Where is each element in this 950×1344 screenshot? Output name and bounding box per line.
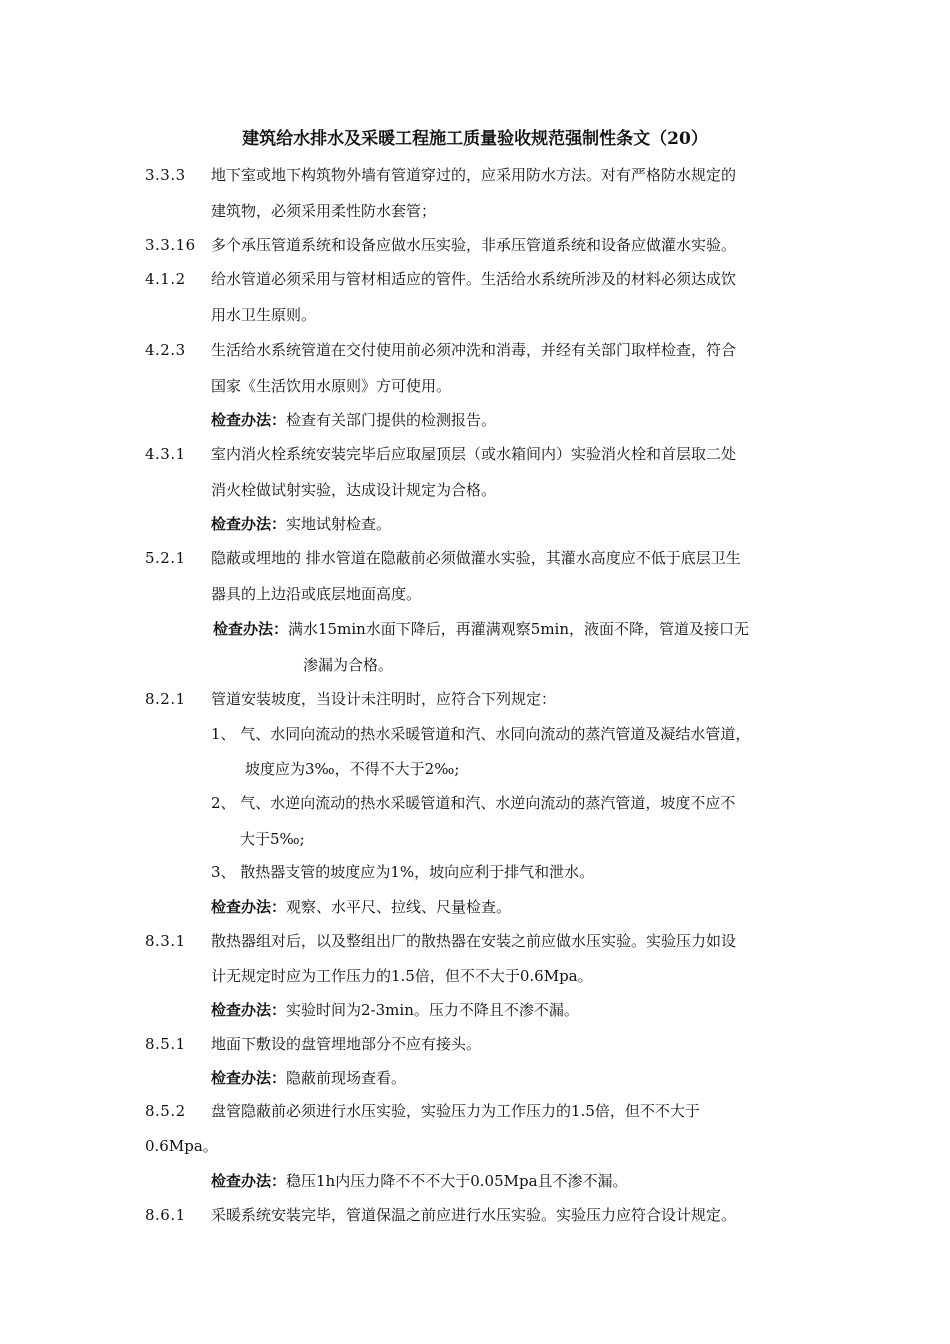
- clause-text: 计无规定时应为工作压力的1.5倍，但不不大于0.6Mpa。: [211, 967, 593, 985]
- sub-item-continuation: 大于5‰;: [240, 830, 305, 848]
- check-method-continuation: 渗漏为合格。: [303, 656, 394, 674]
- clause-text: 国家《生活饮用水原则》方可使用。: [211, 377, 452, 395]
- clause-text: 用水卫生原则。: [211, 306, 317, 324]
- document-title: 建筑给水排水及采暖工程施工质量验收规范强制性条文（20）: [242, 129, 708, 149]
- sub-item-continuation: 坡度应为3‰，不得不大于2‰;: [245, 760, 460, 778]
- clause-text: 室内消火栓系统安装完毕后应取屋顶层（或水箱间内）实验消火栓和首层取二处: [211, 445, 737, 463]
- check-method-label: 检查办法：: [211, 515, 287, 533]
- check-method: [211, 514, 391, 534]
- check-method-label: 检查办法：: [211, 1172, 287, 1190]
- clause-number: 4.1.2: [145, 270, 186, 288]
- check-method: [211, 1068, 406, 1088]
- clause-number: 8.6.1: [145, 1206, 186, 1224]
- clause-number: 8.2.1: [145, 690, 186, 708]
- clause-text: 给水管道必须采用与管材相适应的管件。生活给水系统所涉及的材料必须达成饮: [211, 270, 737, 288]
- clause-text: 多个承压管道系统和设备应做水压实验，非承压管道系统和设备应做灌水实验。: [211, 236, 737, 254]
- check-method: [211, 410, 496, 430]
- check-method: [211, 1171, 628, 1191]
- sub-item: 3、 散热器支管的坡度应为1%，坡向应利于排气和泄水。: [211, 863, 595, 881]
- check-method: [213, 619, 749, 639]
- check-method-text: 稳压1h内压力降不不不大于0.05Mpa且不渗不漏。: [286, 1172, 628, 1190]
- check-method-text: 满水15min水面下降后，再灌满观察5min，液面不降，管道及接口无: [288, 620, 750, 638]
- clause-text: 地下室或地下构筑物外墙有管道穿过的，应采用防水方法。对有严格防水规定的: [211, 166, 737, 184]
- check-method-text: 隐蔽前现场查看。: [286, 1069, 407, 1087]
- clause-number: 8.5.2: [145, 1102, 186, 1120]
- check-method-label: 检查办法：: [211, 1069, 287, 1087]
- clause-text: 采暖系统安装完毕，管道保温之前应进行水压实验。实验压力应符合设计规定。: [211, 1206, 737, 1224]
- check-method-label: 检查办法：: [213, 620, 289, 638]
- sub-item: 1、 气、水同向流动的热水采暖管道和汽、水同向流动的蒸汽管道及凝结水管道，: [211, 725, 751, 743]
- check-method-label: 检查办法：: [211, 1001, 287, 1019]
- sub-item: 2、 气、水逆向流动的热水采暖管道和汽、水逆向流动的蒸汽管道，坡度不应不: [211, 794, 736, 812]
- clause-text: 建筑物，必须采用柔性防水套管；: [211, 202, 437, 220]
- clause-number: 4.2.3: [145, 341, 186, 359]
- clause-number: 5.2.1: [145, 549, 186, 567]
- check-method-text: 实验时间为2-3min。压力不降且不渗不漏。: [286, 1001, 579, 1019]
- check-method-text: 观察、水平尺、拉线、尺量检查。: [286, 898, 512, 916]
- clause-text: 生活给水系统管道在交付使用前必须冲洗和消毒，并经有关部门取样检查，符合: [211, 341, 737, 359]
- clause-text: 管道安装坡度，当设计未注明时，应符合下列规定：: [211, 690, 557, 708]
- check-method-label: 检查办法：: [211, 411, 287, 429]
- clause-text: 消火栓做试射实验，达成设计规定为合格。: [211, 481, 497, 499]
- clause-text: 地面下敷设的盘管埋地部分不应有接头。: [211, 1035, 482, 1053]
- check-method: [211, 897, 511, 917]
- clause-number: 3.3.16: [145, 236, 196, 254]
- clause-number: 8.3.1: [145, 932, 186, 950]
- clause-text: 器具的上边沿或底层地面高度。: [211, 585, 422, 603]
- clause-text: 隐蔽或埋地的 排水管道在隐蔽前必须做灌水实验，其灌水高度应不低于底层卫生: [211, 549, 741, 567]
- clause-text: 散热器组对后，以及整组出厂的散热器在安装之前应做水压实验。实验压力如设: [211, 932, 737, 950]
- clause-text-continuation: 0.6Mpa。: [145, 1137, 218, 1155]
- check-method-label: 检查办法：: [211, 898, 287, 916]
- clause-text: 盘管隐蔽前必须进行水压实验，实验压力为工作压力的1.5倍，但不不大于: [211, 1102, 700, 1120]
- check-method-text: 检查有关部门提供的检测报告。: [286, 411, 497, 429]
- clause-number: 8.5.1: [145, 1035, 186, 1053]
- check-method-text: 实地试射检查。: [286, 515, 392, 533]
- clause-number: 3.3.3: [145, 166, 186, 184]
- clause-number: 4.3.1: [145, 445, 186, 463]
- check-method: [211, 1000, 579, 1020]
